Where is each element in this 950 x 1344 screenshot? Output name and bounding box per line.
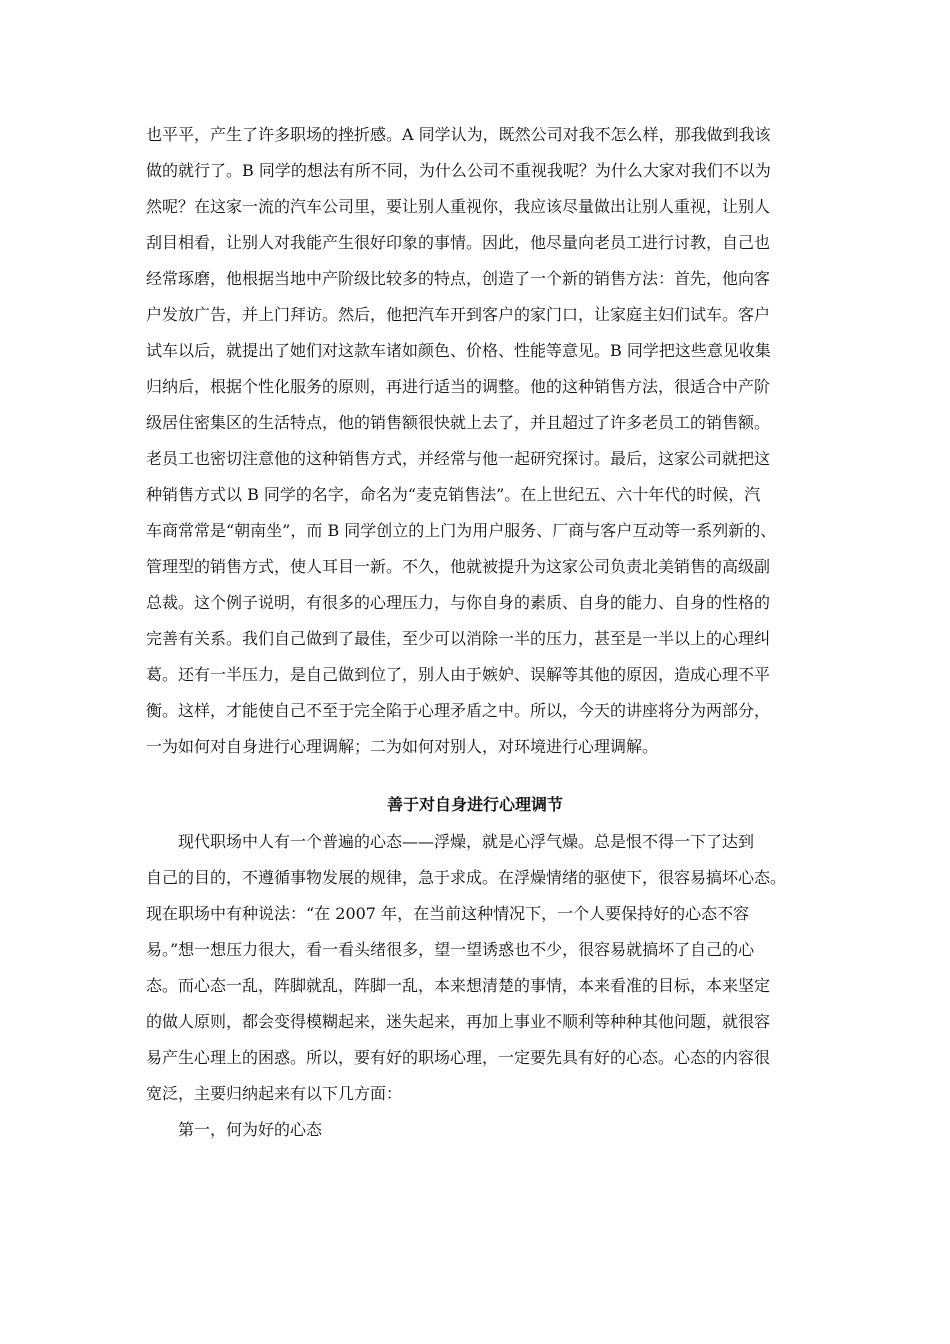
text-line: 车商常常是“朝南坐”，而 B 同学创立的上门为用户服务、厂商与客户互动等一系列新的、 bbox=[146, 521, 777, 540]
text-line: 做的就行了。B 同学的想法有所不同，为什么公司不重视我呢？为什么大家对我们不以为 bbox=[146, 161, 771, 180]
text-line: 然呢？在这家一流的汽车公司里，要让别人重视你，我应该尽量做出让别人重视，让别人 bbox=[146, 197, 771, 216]
text-line: 管理型的销售方式，使人耳目一新。不久，他就被提升为这家公司负责北美销售的高级副 bbox=[146, 557, 771, 576]
text-line: 也平平，产生了许多职场的挫折感。A 同学认为，既然公司对我不怎么样，那我做到我该 bbox=[146, 125, 771, 144]
text-line: 经常琢磨，他根据当地中产阶级比较多的特点，创造了一个新的销售方法：首先，他向客 bbox=[146, 269, 771, 288]
text-line: 归纳后，根据个性化服务的原则，再进行适当的调整。他的这种销售方法，很适合中产阶 bbox=[146, 377, 771, 396]
section-heading: 善于对自身进行心理调节 bbox=[386, 795, 563, 814]
text-line: 易。”想一想压力很大，看一看头绪很多，望一望诱惑也不少，很容易就搞坏了自己的心 bbox=[146, 940, 755, 959]
text-line: 户发放广告，并上门拜访。然后，他把汽车开到客户的家门口，让家庭主妇们试车。客户 bbox=[146, 305, 771, 324]
text-line: 自己的目的，不遵循事物发展的规律，急于求成。在浮燥情绪的驱使下，很容易搞坏心态。 bbox=[146, 868, 787, 887]
text-line: 态。而心态一乱，阵脚就乱，阵脚一乱，本来想清楚的事情，本来看准的目标，本来坚定 bbox=[146, 976, 771, 995]
text-line: 宽泛，主要归纳起来有以下几方面： bbox=[146, 1084, 403, 1103]
text-line: 易产生心理上的困惑。所以，要有好的职场心理，一定要先具有好的心态。心态的内容很 bbox=[146, 1048, 771, 1067]
text-line: 衡。这样，才能使自己不至于完全陷于心理矛盾之中。所以，今天的讲座将分为两部分， bbox=[146, 701, 771, 720]
text-line: 完善有关系。我们自己做到了最佳，至少可以消除一半的压力，甚至是一半以上的心理纠 bbox=[146, 629, 771, 648]
text-line: 葛。还有一半压力，是自己做到位了，别人由于嫉妒、误解等其他的原因，造成心理不平 bbox=[146, 665, 771, 684]
text-line: 种销售方式以 B 同学的名字，命名为“麦克销售法”。在上世纪五、六十年代的时候，汽 bbox=[146, 485, 761, 504]
subheading: 第一，何为好的心态 bbox=[146, 1120, 323, 1139]
text-line: 级居住密集区的生活特点，他的销售额很快就上去了，并且超过了许多老员工的销售额。 bbox=[146, 413, 771, 432]
text-line: 现代职场中人有一个普遍的心态——浮燥，就是心浮气燥。总是恨不得一下了达到 bbox=[146, 832, 755, 851]
text-line: 的做人原则，都会变得模糊起来，迷失起来，再加上事业不顺利等种种其他问题，就很容 bbox=[146, 1012, 771, 1031]
text-line: 刮目相看，让别人对我能产生很好印象的事情。因此，他尽量向老员工进行讨教，自己也 bbox=[146, 233, 771, 252]
text-line: 老员工也密切注意他的这种销售方式，并经常与他一起研究探讨。最后，这家公司就把这 bbox=[146, 449, 771, 468]
text-line: 总裁。这个例子说明，有很多的心理压力，与你自身的素质、自身的能力、自身的性格的 bbox=[146, 593, 771, 612]
text-line: 试车以后，就提出了她们对这款车诸如颜色、价格、性能等意见。B 同学把这些意见收集 bbox=[146, 341, 771, 360]
text-line: 一为如何对自身进行心理调解；二为如何对别人，对环境进行心理调解。 bbox=[146, 737, 659, 756]
text-line: 现在职场中有种说法：“在 2007 年，在当前这种情况下，一个人要保持好的心态不容 bbox=[146, 904, 750, 923]
